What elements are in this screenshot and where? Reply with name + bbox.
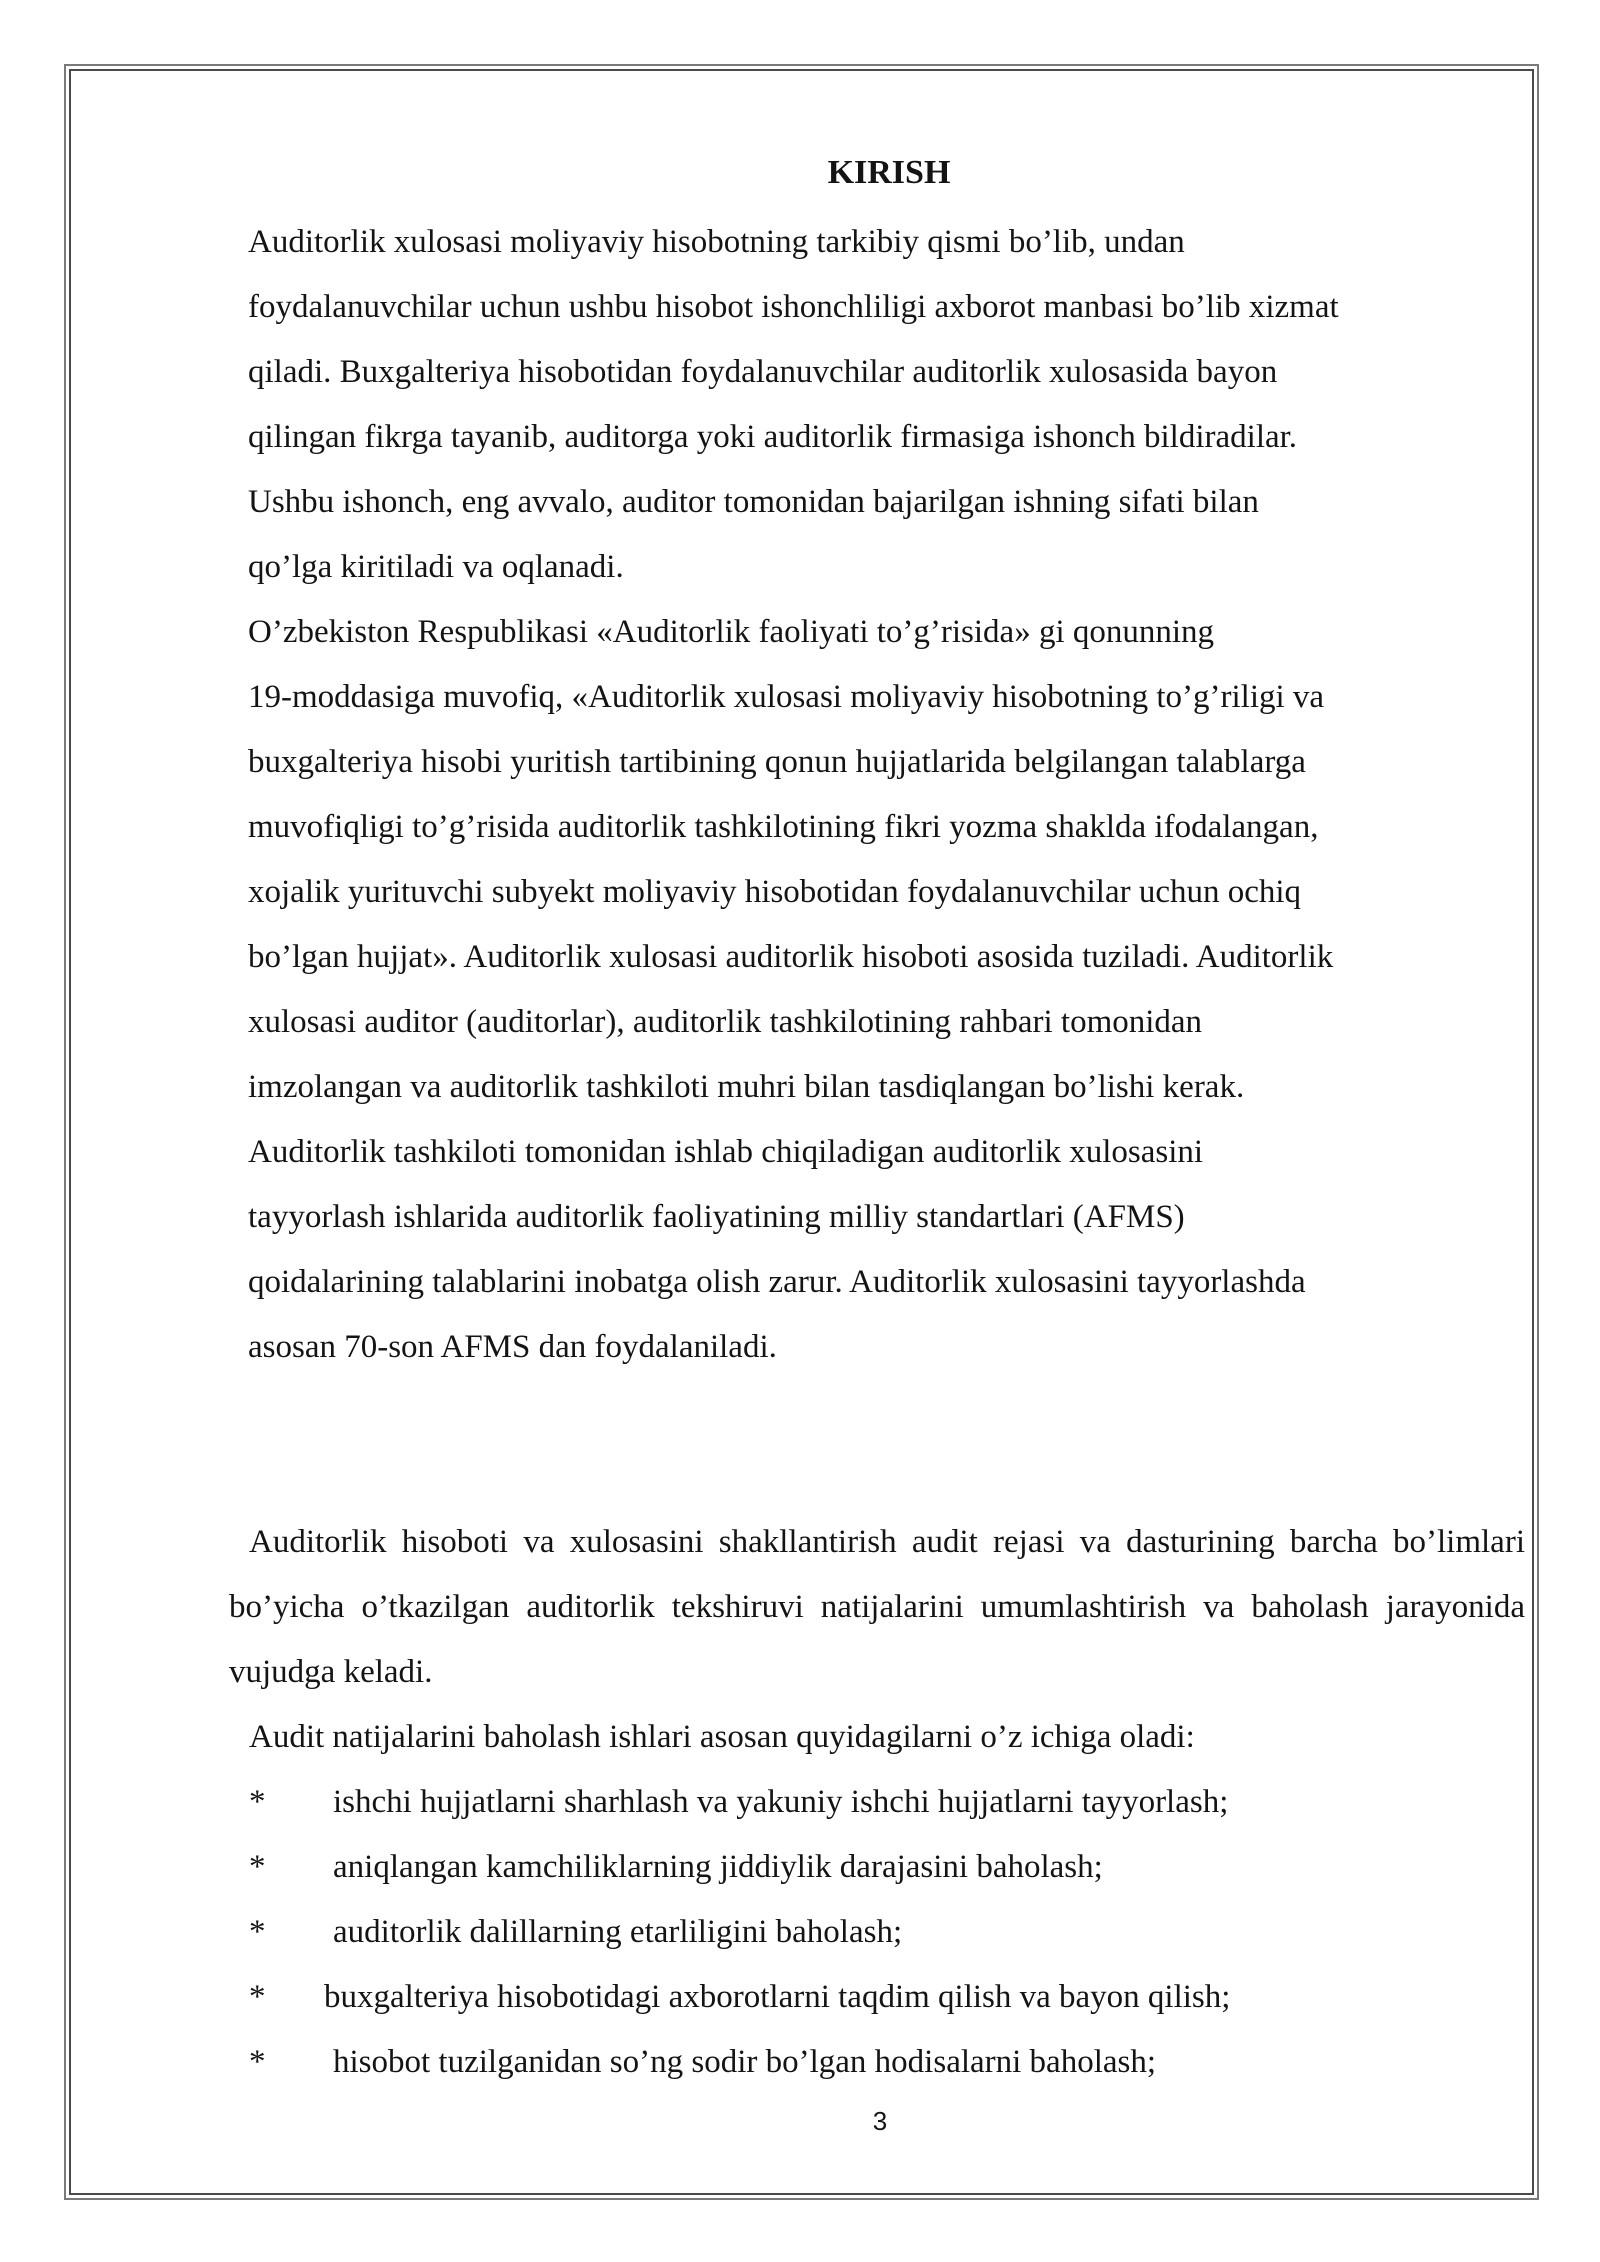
- list-item-text: buxgalteriya hisobotidagi axborotlarni taqdim qilish va bayon qilish;: [324, 1979, 1231, 2015]
- intro-text: [248, 210, 1538, 1380]
- list-item-text: ishchi hujjatlarni sharhlash va yakuniy ishchi hujjatlarni tayyorlash;: [333, 1784, 1229, 1820]
- page-number: 3: [872, 2106, 888, 2136]
- intro-line: qo’lga kiritiladi va oqlanadi.: [248, 549, 624, 585]
- intro-line: xulosasi auditor (auditorlar), auditorlik tashkilotining rahbari tomonidan: [248, 1004, 1203, 1040]
- intro-line: Auditorlik tashkiloti tomonidan ishlab chiqiladigan auditorlik xulosasini: [248, 1134, 1204, 1170]
- bullet-star: *: [249, 1849, 266, 1885]
- list-item: [229, 1770, 1525, 1835]
- intro-line: 19-moddasiga muvofiq, «Auditorlik xulosasi moliyaviy hisobotning to’g’riligi va: [248, 679, 1325, 715]
- intro-line: bo’lgan hujjat». Auditorlik xulosasi auditorlik hisoboti asosida tuziladi. Auditorlik: [248, 939, 1334, 975]
- list-item: [229, 2030, 1525, 2095]
- intro-line: tayyorlash ishlarida auditorlik faoliyatining milliy standartlari (AFMS): [248, 1199, 1185, 1235]
- list-item-text: hisobot tuzilganidan so’ng sodir bo’lgan hodisalarni baholash;: [333, 2044, 1157, 2080]
- list-item: [229, 1965, 1525, 2030]
- intro-line: qiladi. Buxgalteriya hisobotidan foydalanuvchilar auditorlik xulosasida bayon: [248, 354, 1278, 390]
- intro-line: qilingan fikrga tayanib, auditorga yoki auditorlik firmasiga ishonch bildiradilar.: [248, 419, 1298, 455]
- intro-line: O’zbekiston Respublikasi «Auditorlik faoliyati to’g’risida» gi qonunning: [248, 614, 1215, 650]
- intro-line: Ushbu ishonch, eng avvalo, auditor tomonidan bajarilgan ishning sifati bilan: [248, 484, 1259, 520]
- intro-line: buxgalteriya hisobi yuritish tartibining qonun hujjatlarida belgilangan talablarga: [248, 744, 1306, 780]
- intro-line: qoidalarining talablarini inobatga olish zarur. Auditorlik xulosasini tayyorlashda: [248, 1264, 1306, 1300]
- intro-line: Auditorlik xulosasi moliyaviy hisobotning tarkibiy qismi bo’lib, undan: [248, 224, 1185, 260]
- paragraph-evaluation-intro: Audit natijalarini baholash ishlari asosan quyidagilarni o’z ichiga oladi:: [249, 1719, 1195, 1755]
- intro-line: asosan 70-son AFMS dan foydalaniladi.: [248, 1329, 777, 1365]
- list-item: [229, 1835, 1525, 1900]
- evaluation-list: [229, 1770, 1525, 2095]
- list-item: [229, 1900, 1525, 1965]
- intro-line: foydalanuvchilar uchun ushbu hisobot ishonchliligi axborot manbasi bo’lib xizmat: [248, 289, 1339, 325]
- bullet-star: *: [249, 1979, 266, 2015]
- intro-line: xojalik yurituvchi subyekt moliyaviy hisobotidan foydalanuvchilar uchun ochiq: [248, 874, 1302, 910]
- intro-line: imzolangan va auditorlik tashkiloti muhri bilan tasdiqlangan bo’lishi kerak.: [248, 1069, 1245, 1105]
- list-item-text: auditorlik dalillarning etarliligini baholash;: [333, 1914, 903, 1950]
- document-title: KIRISH: [827, 154, 951, 191]
- bullet-star: *: [249, 2044, 266, 2080]
- paragraph-report-formation: Auditorlik hisoboti va xulosasini shakllantirish audit rejasi va dasturining barcha bo’limlari bo’yicha o’tkazilgan auditorlik tekshiruvi natijalarini umumlashtirish va baholash jarayonida vujudga keladi.: [229, 1524, 1525, 1690]
- bullet-star: *: [249, 1914, 266, 1950]
- intro-line: muvofiqligi to’g’risida auditorlik tashkilotining fikri yozma shaklda ifodalangan,: [248, 809, 1319, 845]
- evaluation-section: [229, 1510, 1525, 2095]
- list-item-text: aniqlangan kamchiliklarning jiddiylik darajasini baholash;: [333, 1849, 1103, 1885]
- bullet-star: *: [249, 1784, 266, 1820]
